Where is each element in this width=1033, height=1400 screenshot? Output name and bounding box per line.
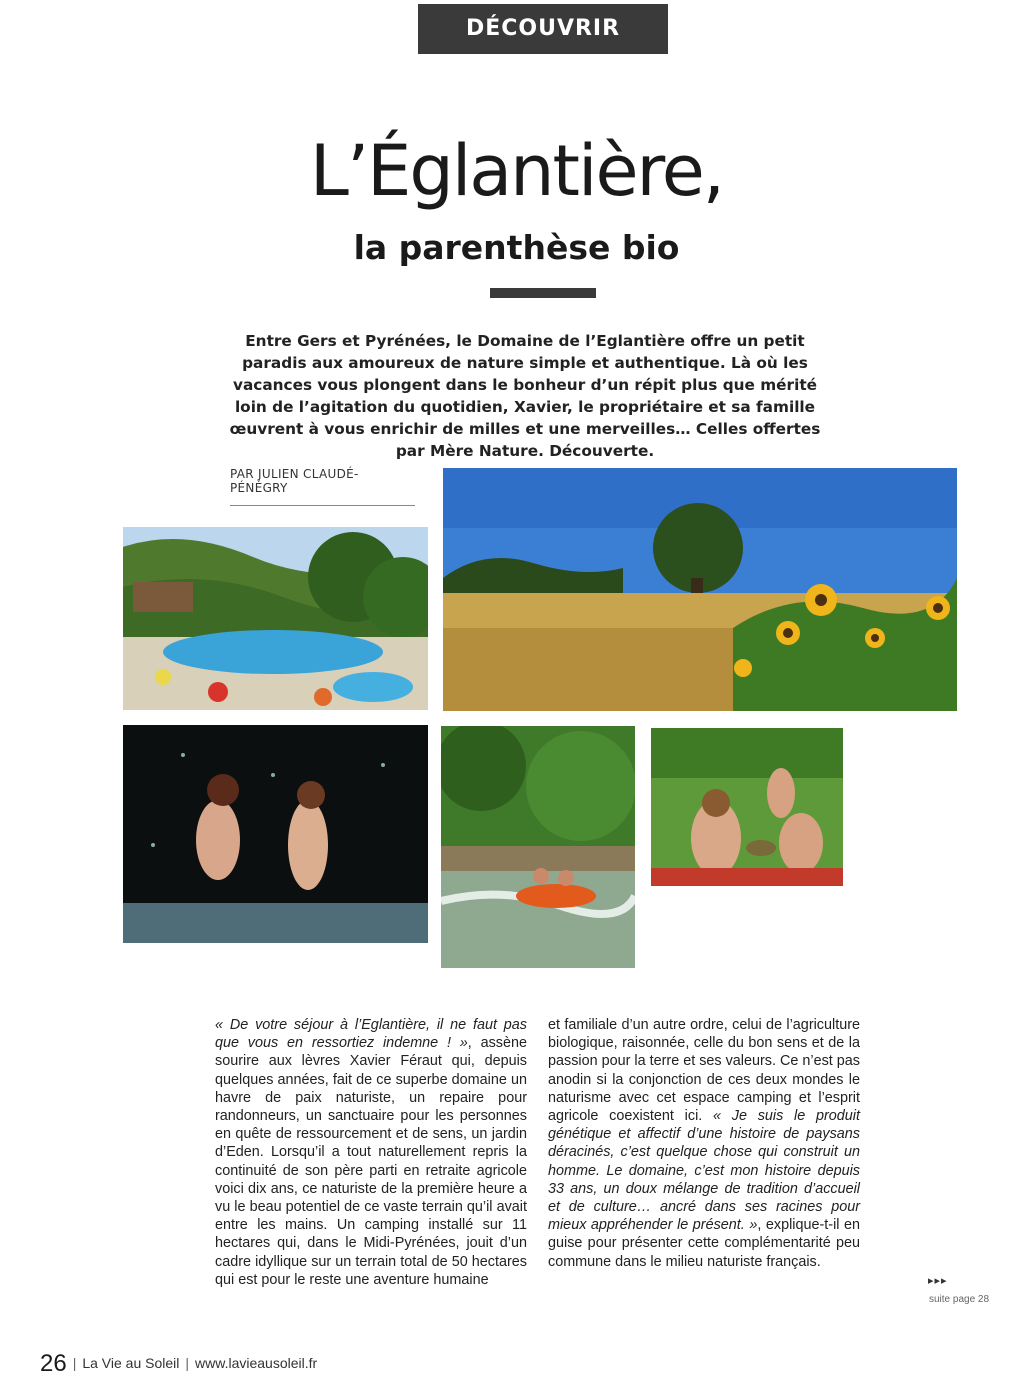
website-link[interactable]: www.lavieausoleil.fr [195,1355,318,1371]
section-tab: DÉCOUVRIR [418,4,668,54]
page-number: 26 [40,1350,67,1377]
opening-quote: « De votre séjour à l’Eglantière, il ne faut pas que vous en ressortiez indemne ! » [215,1017,527,1052]
body-text-col2a: et familiale d’un autre ordre, celui de l’agriculture biologique, raisonnée, celle du bon sens et de la passion pour la terre et ses valeurs. Ce n’est pas anodin si la conjonction de ces deux mondes le naturisme avec cet espace camping et l’esprit agricole coexistent ici. [548,1017,860,1125]
body-column-2 [548,1016,860,1271]
article-subtitle: la parenthèse bio [353,228,680,267]
body-column-1 [215,1016,527,1289]
body-text-col1: , assène sourire aux lèvres Xavier Féraut qui, depuis quelques années, fait de ce superbe domaine un havre de paix naturiste, un repaire pour randonneurs, un sanctuaire pour les personnes en quête de ressourcement et de sens, un jardin d’Eden. Lorsqu’il a tout naturellement repris la continuité de son père parti en retraite agricole voici dix ans, ce naturiste de la première heure a vu le beau potentiel de ce vaste terrain qu’il avait entre les mains. Un camping installé sur 11 hectares qui, dans le Midi-Pyrénées, jouit d’un cadre idyllique sur un terrain total de 50 hectares qui est pour le reste une aventure humaine [215,1035,527,1288]
continued-label: suite page 28 [929,1294,990,1305]
byline: PAR JULIEN CLAUDÉ-PÉNÉGRY [230,467,415,506]
pool-photo [123,527,428,710]
body-text-col2b: , explique-t-il en guise pour présenter cette complémentarité peu commune dans le milieu naturiste français. [548,1217,860,1270]
article-title: L’Églantière, [309,130,724,212]
xavier-quote: « Je suis le produit génétique et affectif d’une histoire de paysans déracinés, c’est quelque chose qui construit un homme. Le domaine, c’est mon histoire depuis 33 ans, un doux mélange de tradition d’accueil et de culture… ancré dans ses racines pour mieux appréhender le présent. » [548,1108,860,1234]
magazine-name: La Vie au Soleil [82,1355,180,1371]
article-lead: Entre Gers et Pyrénées, le Domaine de l’Eglantière offre un petit paradis aux amoureux de nature simple et authentique. Là où les vacances vous plongent dans le bonheur d’un répit plus que mérité loin de l’agitation du quotidien, Xavier, le propriétaire et sa famille œuvrent à vous enrichir de milles et une merveilles… Celles offertes par Mère Nature. Découverte. [229,332,821,460]
continue-arrows-icon: ▸▸▸ [928,1275,948,1287]
river-canoe-photo [441,726,635,968]
page-footer: 26 | La Vie au Soleil | www.lavieausoleil.fr [40,1350,318,1377]
title-divider [490,288,596,298]
wheat-field-photo [443,468,957,711]
picnic-photo [651,728,843,886]
splash-photo [123,725,428,943]
